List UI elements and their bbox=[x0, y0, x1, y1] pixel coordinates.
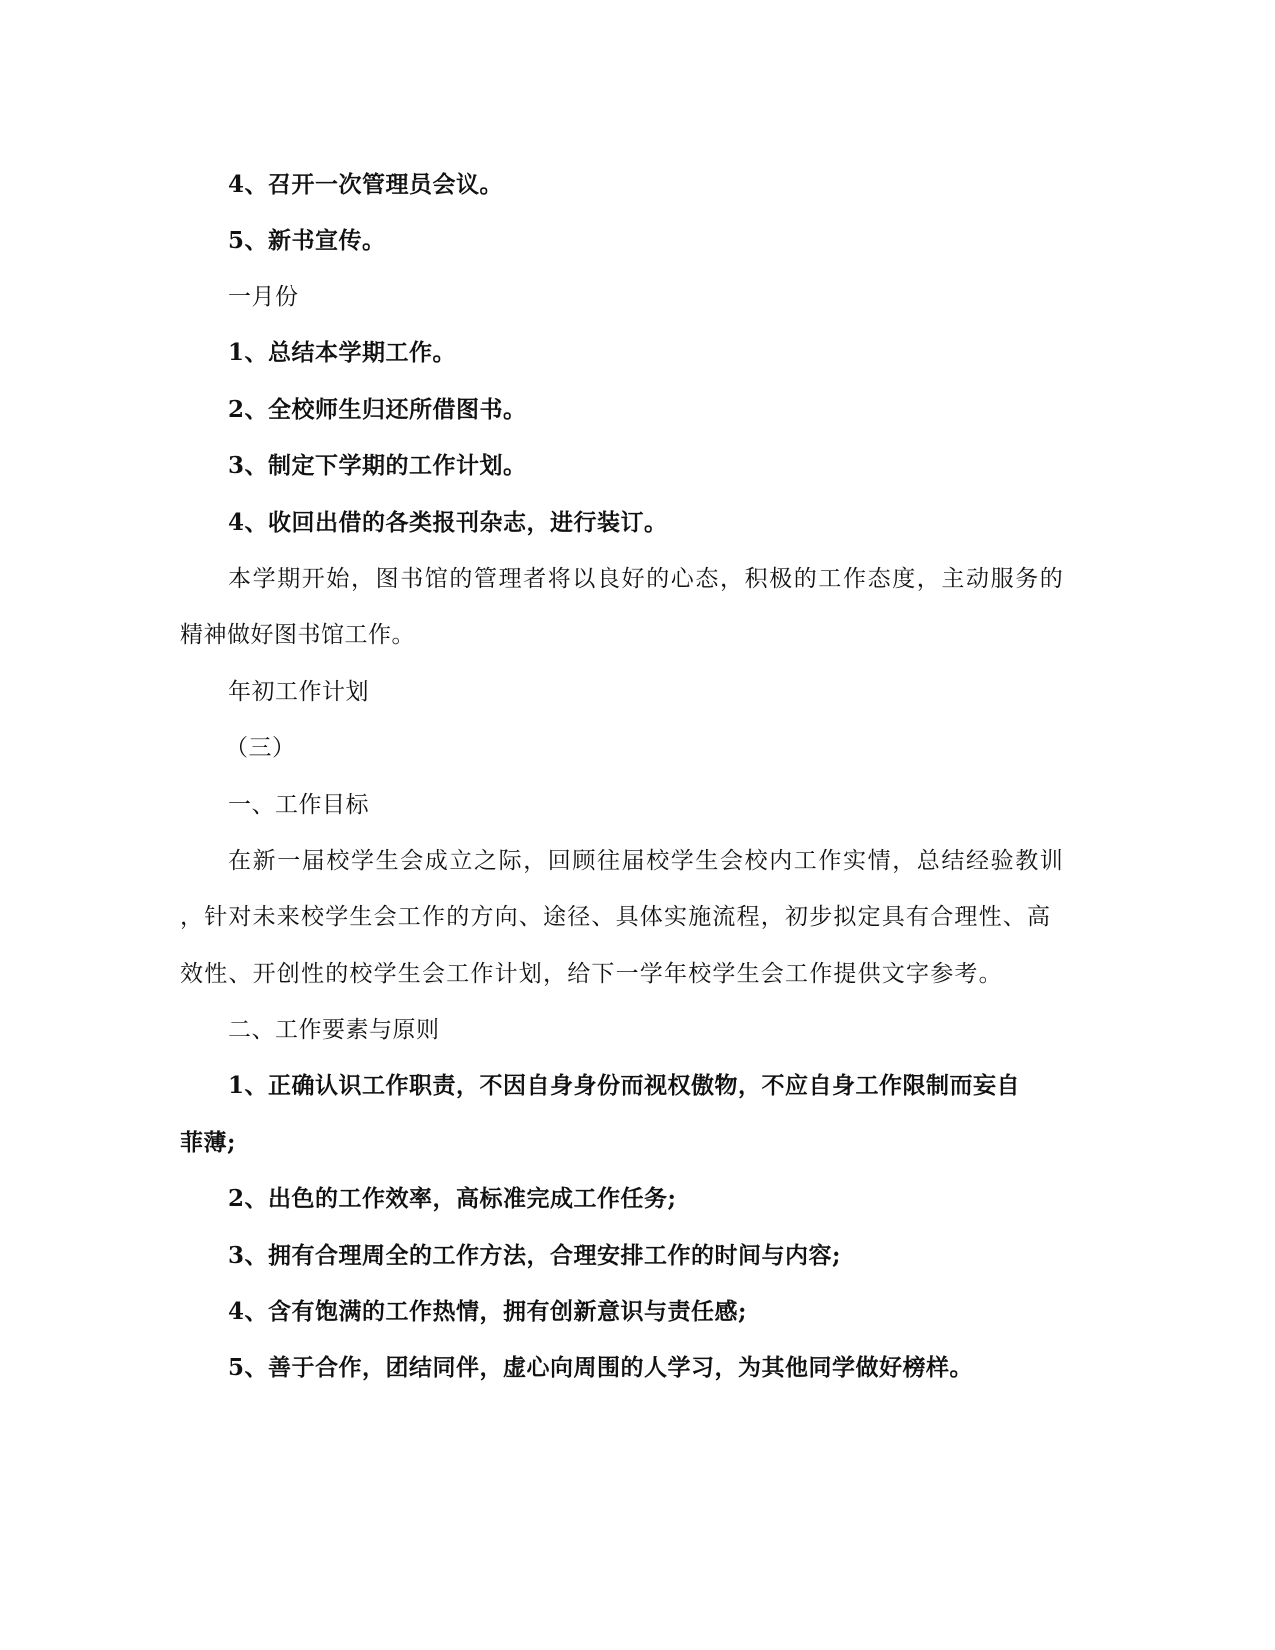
list-item: 1、正确认识工作职责，不因自身身份而视权傲物，不应自身工作限制而妄自 bbox=[228, 1072, 1021, 1099]
list-item: 菲薄; bbox=[180, 1129, 236, 1156]
list-item: 2、全校师生归还所借图书。 bbox=[228, 396, 527, 423]
paragraph-line: ，针对未来校学生会工作的方向、途径、具体实施流程，初步拟定具有合理性、高 bbox=[180, 904, 1052, 930]
list-item: 4、召开一次管理员会议。 bbox=[228, 171, 504, 198]
list-item: 5、善于合作，团结同伴，虚心向周围的人学习，为其他同学做好榜样。 bbox=[228, 1354, 974, 1381]
section-number: （三） bbox=[225, 735, 296, 761]
paragraph-line: 效性、开创性的校学生会工作计划，给下一学年校学生会工作提供文字参考。 bbox=[180, 961, 1003, 987]
list-item: 2、出色的工作效率，高标准完成工作任务; bbox=[228, 1185, 677, 1212]
paragraph-line: 本学期开始，图书馆的管理者将以良好的心态，积极的工作态度，主动服务的 bbox=[228, 566, 1065, 592]
section-heading: 年初工作计划 bbox=[228, 679, 369, 705]
section-heading: 一、工作目标 bbox=[228, 792, 369, 818]
paragraph-line: 在新一届校学生会成立之际，回顾往届校学生会校内工作实情，总结经验教训 bbox=[228, 848, 1065, 874]
list-item: 4、收回出借的各类报刊杂志，进行装订。 bbox=[228, 509, 668, 536]
paragraph-line: 精神做好图书馆工作。 bbox=[180, 622, 415, 648]
list-item: 3、制定下学期的工作计划。 bbox=[228, 452, 527, 479]
list-item: 3、拥有合理周全的工作方法，合理安排工作的时间与内容; bbox=[228, 1242, 841, 1269]
list-item: 1、总结本学期工作。 bbox=[228, 339, 457, 366]
section-heading: 一月份 bbox=[228, 284, 299, 310]
list-item: 5、新书宣传。 bbox=[228, 227, 386, 254]
list-item: 4、含有饱满的工作热情，拥有创新意识与责任感; bbox=[228, 1298, 747, 1325]
section-heading: 二、工作要素与原则 bbox=[228, 1017, 440, 1043]
